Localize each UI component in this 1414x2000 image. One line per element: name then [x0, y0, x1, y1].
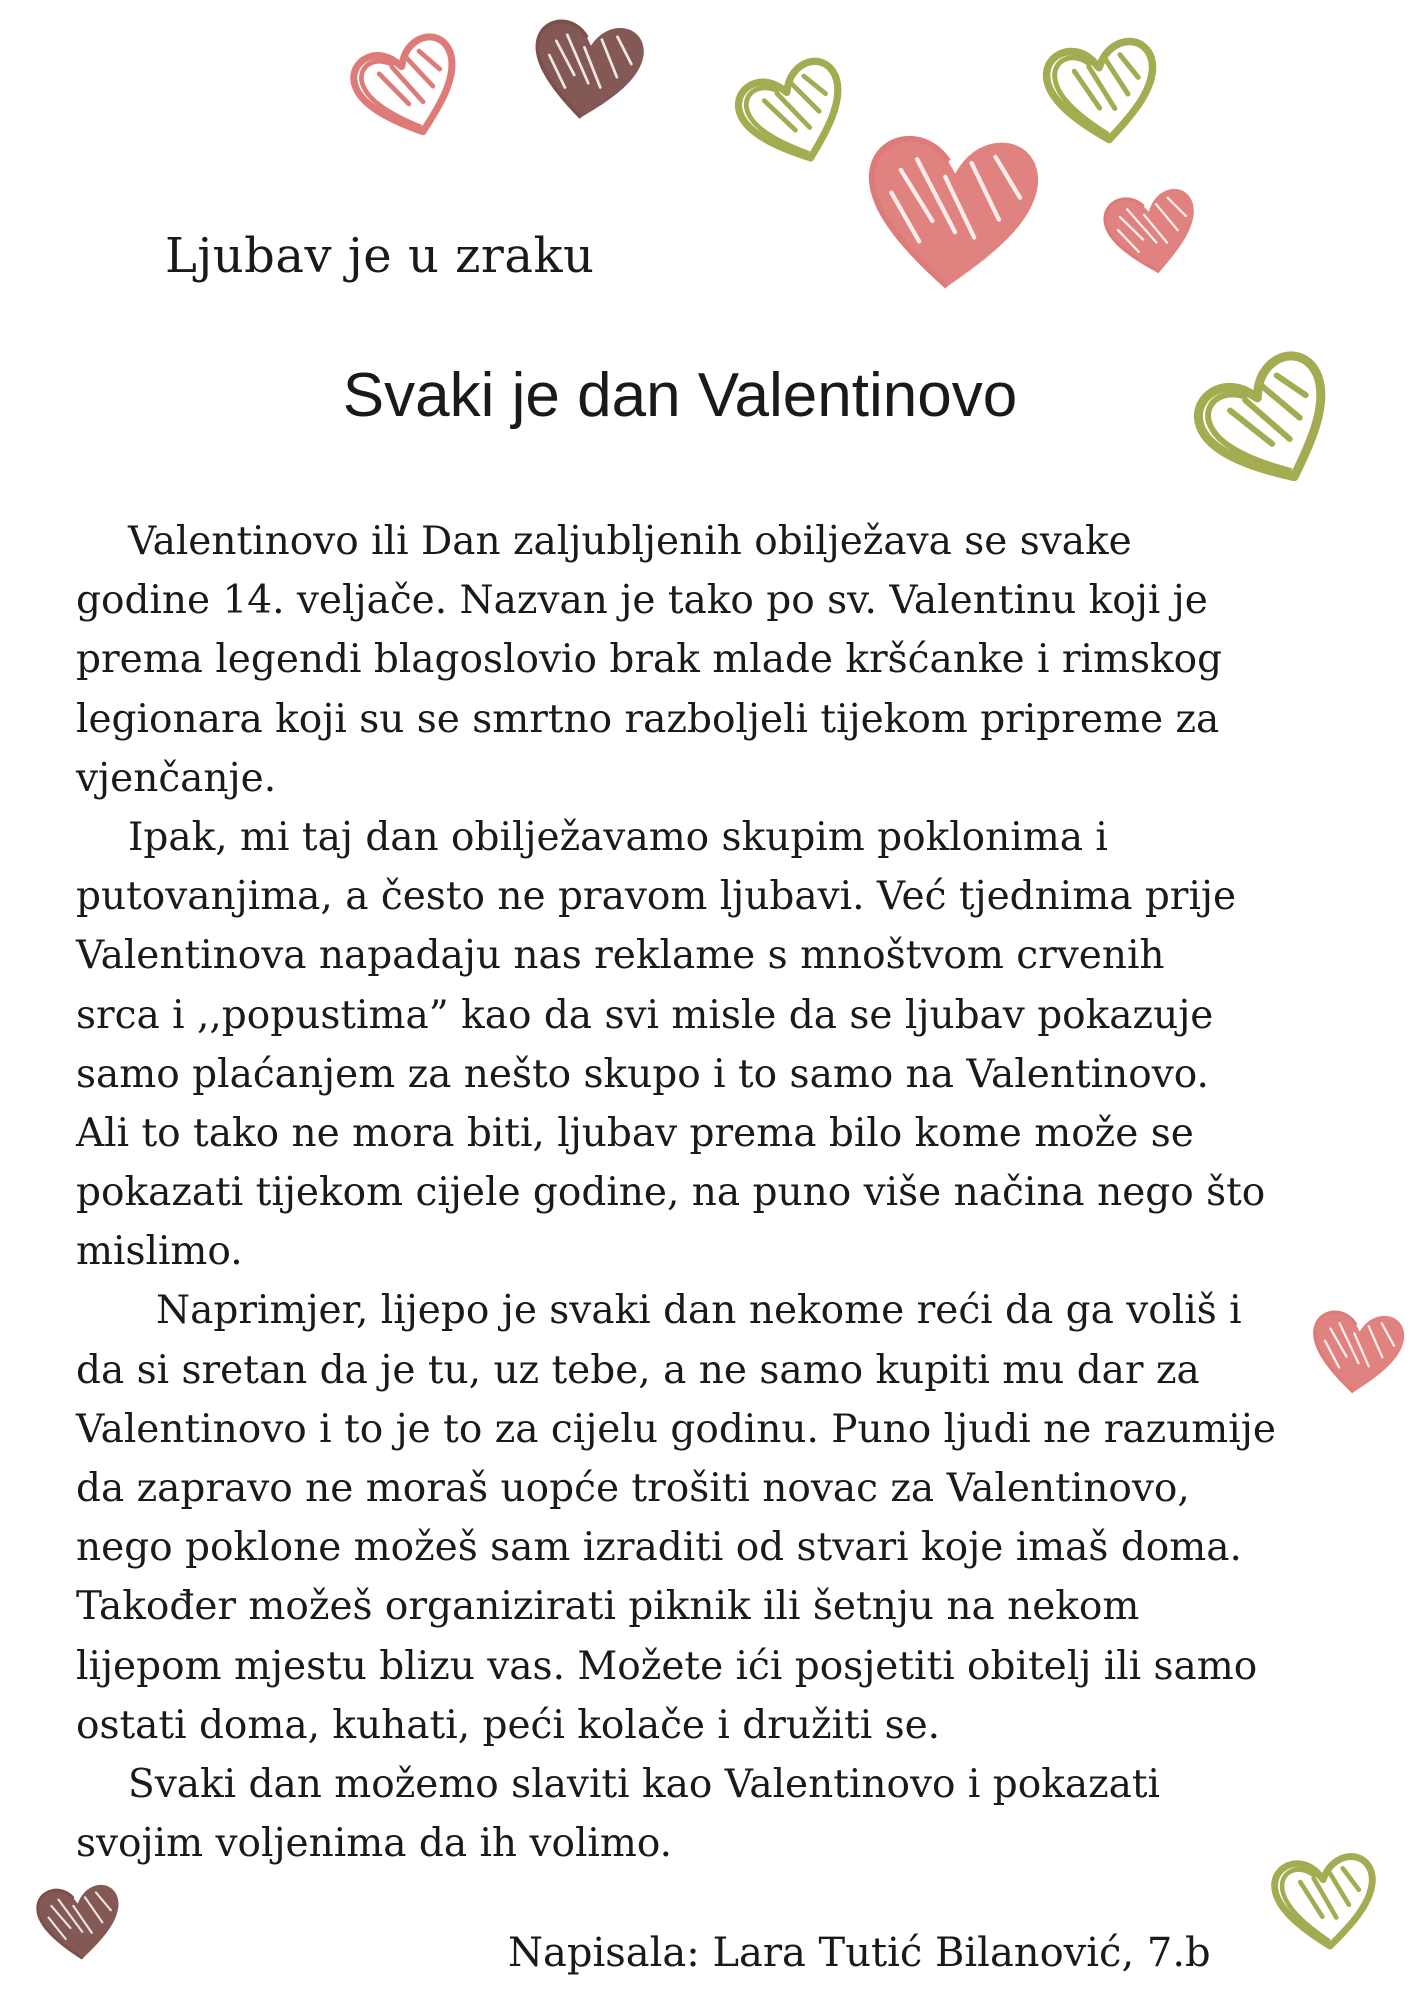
article-line: mislimo.: [76, 1229, 243, 1275]
article-line: pokazati tijekom cijele godine, na puno više načina nego što: [76, 1170, 1266, 1216]
article-line: Valentinovo i to je to za cijelu godinu. Puno ljudi ne razumije: [76, 1406, 1276, 1452]
heart-icon: [28, 1871, 131, 1974]
heart-icon: [517, 0, 658, 141]
article-line: Naprimjer, lijepo je svaki dan nekome reći da ga voliš i: [156, 1288, 1242, 1334]
article-line: Ipak, mi taj dan obilježavamo skupim poklonima i: [128, 814, 1108, 860]
author-signature: Napisala: Lara Tutić Bilanović, 7.b: [508, 1930, 1211, 1976]
page-title: Svaki je dan Valentinovo: [342, 361, 1018, 430]
article-line: nego poklone možeš sam izraditi od stvari koje imaš doma.: [76, 1525, 1242, 1571]
article-line: Valentinova napadaju nas reklame s mnoštvom crvenih: [76, 933, 1165, 979]
article-line: Također možeš organizirati piknik ili šetnju na nekom: [76, 1584, 1140, 1630]
article-line: ostati doma, kuhati, peći kolače i družiti se.: [76, 1702, 941, 1748]
article-line: Ali to tako ne mora biti, ljubav prema bilo kome može se: [76, 1110, 1194, 1156]
article-line: samo plaćanjem za nešto skupo i to samo na Valentinovo.: [76, 1051, 1209, 1097]
article-line: lijepom mjestu blizu vas. Možete ići posjetiti obitelj ili samo: [76, 1643, 1258, 1689]
article-line: putovanjima, a često ne pravom ljubavi. Već tjednima prije: [76, 874, 1237, 920]
article-line: da zapravo ne moraš uopće trošiti novac za Valentinovo,: [76, 1466, 1190, 1511]
article-line: Svaki dan možemo slaviti kao Valentinovo i pokazati: [128, 1761, 1161, 1807]
article-line: Valentinovo ili Dan zaljubljenih obilježava se svake: [128, 519, 1132, 564]
heart-icon: [1092, 172, 1214, 294]
article-line: svojim voljenima da ih volimo.: [76, 1821, 673, 1867]
article-line: godine 14. veljače. Nazvan je tako po sv. Valentinu koji je: [76, 578, 1208, 624]
heart-icon: [335, 15, 484, 164]
article-line: da si sretan da je tu, uz tebe, a ne samo kupiti mu dar za: [76, 1347, 1200, 1393]
article-line: legionara koji su se smrtno razboljeli tijekom pripreme za: [76, 696, 1220, 742]
article-line: vjenčanje.: [76, 755, 277, 801]
article-line: prema legendi blagoslovio brak mlade kršćanke i rimskog: [76, 637, 1223, 683]
heart-icon: [848, 108, 1056, 316]
article-body: [76, 512, 1376, 1873]
heart-icon: [718, 38, 872, 192]
section-label: Ljubav je u zraku: [165, 228, 595, 284]
article-line: srca i ,,popustima” kao da svi misle da se ljubav pokazuje: [76, 992, 1214, 1038]
